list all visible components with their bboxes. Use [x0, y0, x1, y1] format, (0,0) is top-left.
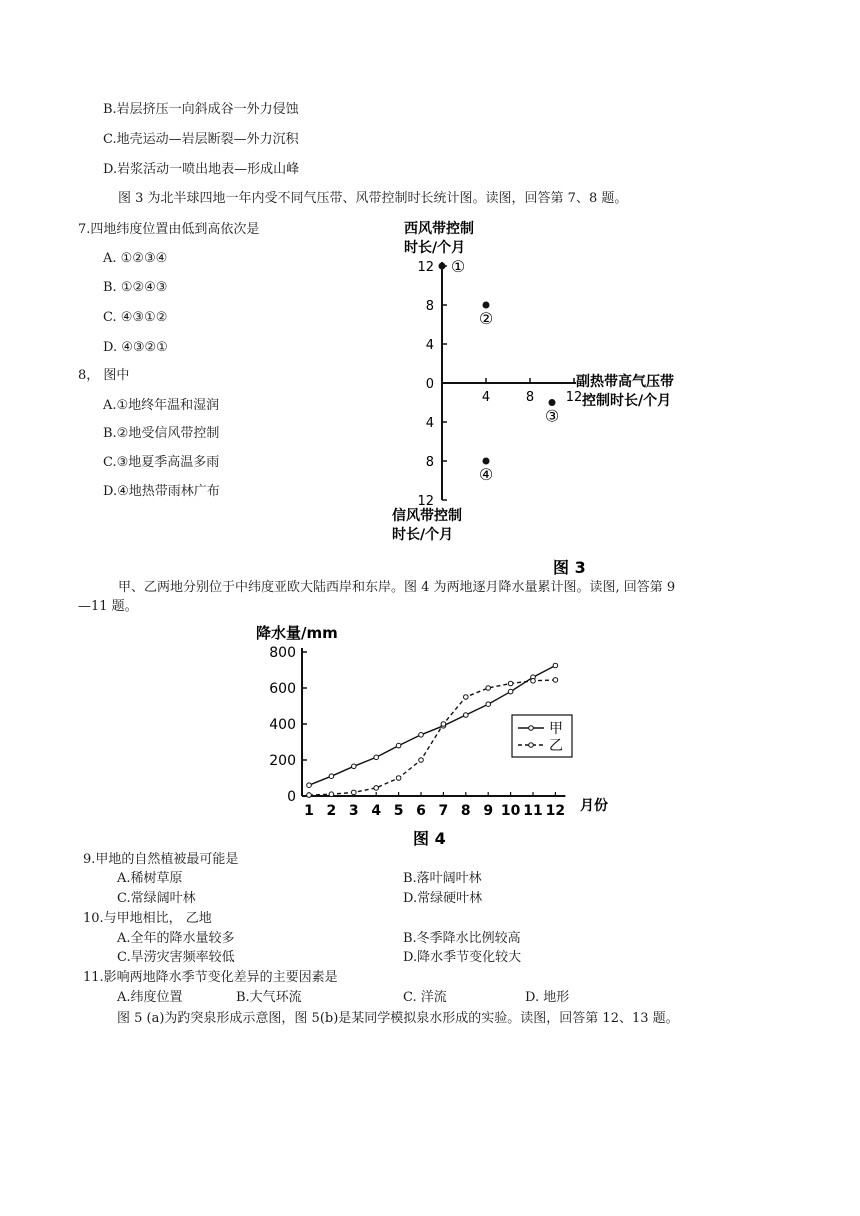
q7-option-c: C. ④③①② [103, 310, 168, 325]
q10-option-d: D.降水季节变化较大 [403, 950, 522, 965]
fig4-data-point [464, 695, 469, 700]
fig3-x-tick-label: 4 [481, 390, 491, 405]
fig4-data-point [441, 722, 446, 727]
fig3-point-label: ④ [478, 465, 494, 484]
fig4-y-tick-label: 400 [269, 717, 296, 733]
fig3-x-label-2: 控制时长/个月 [582, 393, 672, 409]
fig3-y-tick-label: 12 [417, 494, 434, 509]
fig4-data-point [329, 792, 334, 797]
q8-option-a: A.①地终年温和湿润 [103, 398, 220, 413]
q11-option-b: B.大气环流 [236, 990, 302, 1005]
fig4-legend-marker [529, 726, 534, 731]
fig4-x-tick-label: 6 [416, 803, 426, 819]
fig3-y-tick-label: 8 [425, 455, 434, 470]
fig3-y-tick-label: 12 [417, 260, 434, 275]
fig4-data-point [396, 743, 401, 748]
fig3-y-tick-label: 8 [425, 299, 434, 314]
fig3-point [483, 302, 490, 309]
fig3-y-bottom-label-2: 时长/个月 [392, 527, 454, 543]
figure-3-scatter [380, 215, 720, 580]
fig4-data-point [307, 783, 312, 788]
fig4-y-tick-label: 600 [269, 681, 296, 697]
q9-option-a: A.稀树草原 [117, 871, 183, 886]
fig4-data-point [508, 681, 513, 686]
fig4-x-tick-label: 8 [460, 803, 471, 819]
q8-option-b: B.②地受信风带控制 [103, 426, 220, 441]
fig4-x-tick-label: 9 [483, 803, 494, 819]
fig4-x-tick-label: 4 [371, 803, 382, 819]
fig4-data-point [464, 713, 469, 718]
fig4-data-point [553, 663, 558, 668]
fig4-legend-marker [529, 743, 534, 748]
fig4-legend-box [512, 715, 572, 757]
fig3-point [549, 399, 556, 406]
q11-option-d: D. 地形 [525, 990, 570, 1005]
q8-option-c: C.③地夏季高温多雨 [103, 455, 220, 470]
fig4-legend-label: 甲 [549, 721, 563, 737]
fig4-data-point [508, 689, 513, 694]
fig4-data-point [307, 793, 312, 798]
fig3-x-label-1: 副热带高气压带 [576, 374, 674, 390]
fig4-data-point [531, 679, 536, 684]
fig4-x-tick-label: 12 [545, 803, 566, 819]
q11-stem: 11.影响两地降水季节变化差异的主要因素是 [83, 970, 338, 985]
fig3-point-label: ① [450, 257, 466, 276]
intro-fig4-line2: —11 题。 [78, 599, 138, 614]
fig3-caption: 图 3 [553, 558, 586, 577]
fig4-data-point [352, 764, 357, 769]
fig4-y-label: 降水量/mm [256, 624, 338, 642]
fig4-x-tick-label: 10 [500, 803, 521, 819]
fig3-y-tick-label: 4 [425, 416, 434, 431]
q6-option-d: D.岩浆活动一喷出地表—形成山峰 [103, 162, 300, 177]
fig3-point [483, 458, 490, 465]
fig3-point-label: ③ [544, 406, 560, 426]
fig4-caption: 图 4 [413, 829, 446, 848]
fig4-data-point [486, 702, 491, 707]
fig4-data-point [374, 755, 379, 760]
q9-option-d: D.常绿硬叶林 [403, 891, 483, 906]
fig4-x-tick-label: 5 [393, 803, 404, 819]
q8-option-d: D.④地热带雨林广布 [103, 484, 220, 499]
q10-option-b: B.冬季降水比例较高 [403, 931, 521, 946]
fig3-y-tick-label: 4 [425, 338, 434, 353]
fig3-y-top-label-1: 西风带控制 [404, 221, 474, 237]
q7-stem: 7.四地纬度位置由低到高依次是 [78, 222, 260, 237]
q11-option-a: A.纬度位置 [117, 990, 183, 1005]
fig4-legend-label: 乙 [549, 738, 563, 754]
fig4-data-point [419, 758, 424, 763]
q9-stem: 9.甲地的自然植被最可能是 [83, 852, 239, 867]
q7-option-b: B. ①②④③ [103, 280, 168, 295]
fig4-data-point [419, 733, 424, 738]
q7-option-d: D. ④③②① [103, 340, 168, 355]
fig4-data-point [329, 774, 334, 779]
fig4-x-unit: 月份 [580, 798, 608, 814]
fig4-y-tick-label: 800 [269, 645, 296, 661]
q8-stem: 8， 图中 [78, 368, 130, 383]
fig3-y-top-label-2: 时长/个月 [404, 240, 466, 256]
fig4-x-tick-label: 11 [523, 803, 543, 819]
q10-option-a: A.全年的降水量较多 [117, 931, 235, 946]
q9-option-c: C.常绿阔叶林 [117, 891, 196, 906]
fig4-x-tick-label: 2 [326, 803, 337, 819]
fig4-data-point [374, 786, 379, 791]
q9-option-b: B.落叶阔叶林 [403, 871, 482, 886]
fig4-y-tick-label: 0 [287, 789, 296, 805]
fig4-y-tick-label: 200 [269, 753, 296, 769]
q7-option-a: A. ①②③④ [103, 251, 168, 266]
intro-fig4-line1: 甲、乙两地分别位于中纬度亚欧大陆西岸和东岸。图 4 为两地逐月降水量累计图。读图, 回答第 9 [118, 580, 676, 595]
fig4-x-tick-label: 3 [348, 803, 359, 819]
fig3-y-tick-label: 0 [425, 377, 434, 392]
q10-option-c: C.旱涝灾害频率较低 [117, 950, 235, 965]
fig4-x-tick-label: 1 [304, 803, 314, 819]
intro-fig3: 图 3 为北半球四地一年内受不同气压带、风带控制时长统计图。读图，回答第 7、8 题。 [118, 191, 628, 206]
q6-option-c: C.地壳运动—岩层断裂—外力沉积 [103, 132, 299, 147]
fig3-x-tick-label: 12 [565, 390, 583, 405]
fig3-y-bottom-label-1: 信风带控制 [392, 508, 462, 524]
fig4-data-point [553, 678, 558, 683]
q10-stem: 10.与甲地相比， 乙地 [83, 911, 212, 926]
fig3-point-label: ② [478, 309, 494, 328]
fig4-data-point [486, 686, 491, 691]
fig4-data-point [352, 790, 357, 795]
q6-option-b: B.岩层挤压一向斜成谷一外力侵蚀 [103, 102, 299, 117]
fig3-x-tick-label: 8 [525, 390, 535, 405]
fig3-point [439, 263, 446, 270]
q11-option-c: C. 洋流 [403, 990, 447, 1005]
fig4-data-point [396, 776, 401, 781]
fig4-x-tick-label: 7 [438, 803, 449, 819]
intro-fig5: 图 5 (a)为趵突泉形成示意图，图 5(b)是某同学模拟泉水形成的实验。读图，回答第 12、13 题。 [117, 1011, 679, 1026]
figure-4-line-chart [250, 620, 620, 852]
